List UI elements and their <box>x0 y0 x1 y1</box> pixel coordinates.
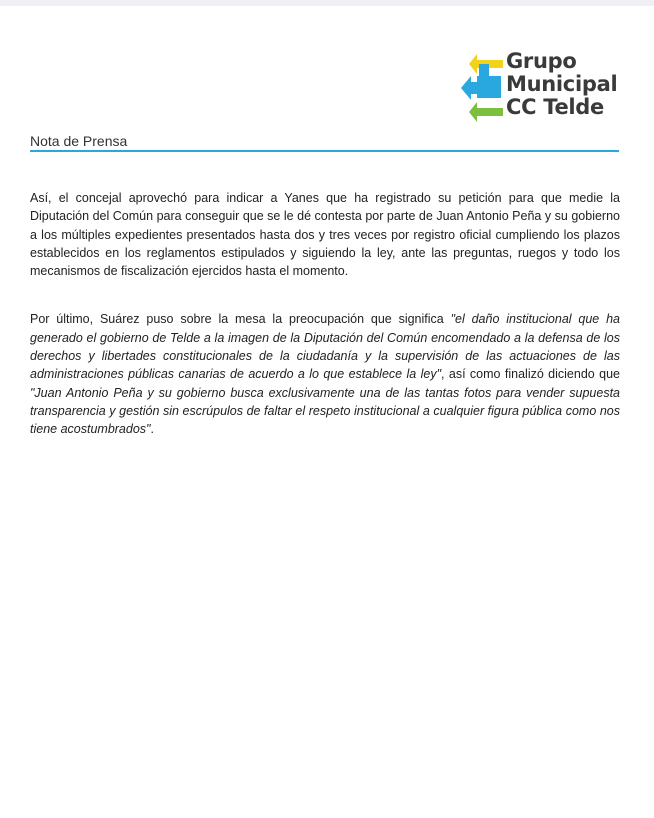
header-divider <box>30 150 619 152</box>
p2-text-3: . <box>150 422 154 437</box>
p2-quote-2: "Juan Antonio Peña y su gobierno busca exclusivamente una de las tantas fotos para vender supuesta transparencia y gestión sin escrúpulos de faltar el respeto institucional a cualquier figura pública como nos tiene acostumbrados" <box>30 385 620 437</box>
logo-line-3: CC Telde <box>506 95 604 119</box>
logo-line-1: Grupo <box>506 49 577 73</box>
paragraph-1: Así, el concejal aprovechó para indicar a Yanes que ha registrado su petición para que medie la Diputación del Común para conseguir que se le dé contesta por parte de Juan Antonio Peña y su gobierno a los múltiples expedientes presentados hasta dos y tres veces por registro oficial cumpliendo los plazos establecidos en los reglamentos estipulados y siguiendo la ley, ante las preguntas, ruegos y todo los mecanismos de fiscalización ejercidos hasta el momento. <box>30 191 620 279</box>
p2-text-2: , así como finalizó diciendo que <box>441 367 620 382</box>
p2-quote-1: "el daño institucional que ha generado el gobierno de Telde a la imagen de la Diputación del Común encomendado a la defensa de los derechos y libertades constitucionales de la ciudadanía y la supervisión de las actuaciones de las administraciones públicas canarias de acuerdo a lo que establece la ley" <box>30 312 620 382</box>
paragraph-2 <box>30 310 620 438</box>
p2-text-1: Por último, Suárez puso sobre la mesa la preocupación que significa <box>30 312 451 327</box>
logo-blue-bar <box>477 76 501 98</box>
logo <box>459 50 629 126</box>
logo-green-arrow <box>469 102 503 122</box>
press-release-body <box>30 189 620 469</box>
page-title: Nota de Prensa <box>30 133 128 149</box>
logo-wordmark <box>506 50 617 119</box>
logo-line-2: Municipal <box>506 72 618 96</box>
top-strip <box>0 0 654 6</box>
logo-arrows-icon <box>459 52 505 124</box>
